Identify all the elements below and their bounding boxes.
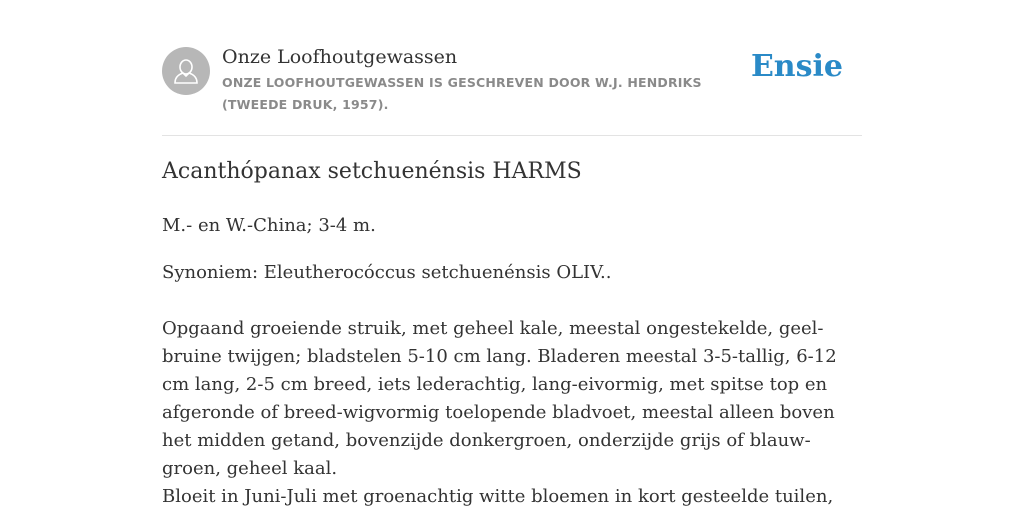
publication-header <box>162 46 862 136</box>
entry-paragraph-distribution: M.- en W.-China; 3-4 m. <box>162 215 376 236</box>
entry-paragraph-synonym: Synoniem: Eleutherocóccus setchuenénsis OLIV.. <box>162 262 612 283</box>
ensie-logo[interactable]: Ensie <box>750 49 843 84</box>
entry-title: Acanthópanax setchuenénsis HARMS <box>162 159 582 184</box>
entry-paragraph-flowering: Bloeit in Juni-Juli met groenachtig witte bloemen in kort gesteelde tuilen, <box>162 486 834 507</box>
avatar[interactable] <box>162 47 210 95</box>
header-divider <box>162 135 862 136</box>
entry-paragraph-description: Opgaand groeiende struik, met geheel kale, meestal ongestekelde, geel-bruine twijgen; bladstelen 5-10 cm lang. Bladeren meestal 3-5-tallig, 6-12 cm lang, 2-5 cm breed, iets lederachtig, lang-eivormig, met spitse top en afgeronde of breed-wigvormig toelopende bladvoet, meestal alleen boven het midden getand, bovenzijde donkergroen, onderzijde grijs of blauw-groen, geheel kaal. <box>162 318 837 479</box>
user-silhouette-icon <box>162 47 210 95</box>
publication-description: ONZE LOOFHOUTGEWASSEN IS GESCHREVEN DOOR W.J. HENDRIKS (TWEEDE DRUK, 1957). <box>222 75 702 112</box>
publication-title[interactable]: Onze Loofhoutgewassen <box>222 46 458 68</box>
